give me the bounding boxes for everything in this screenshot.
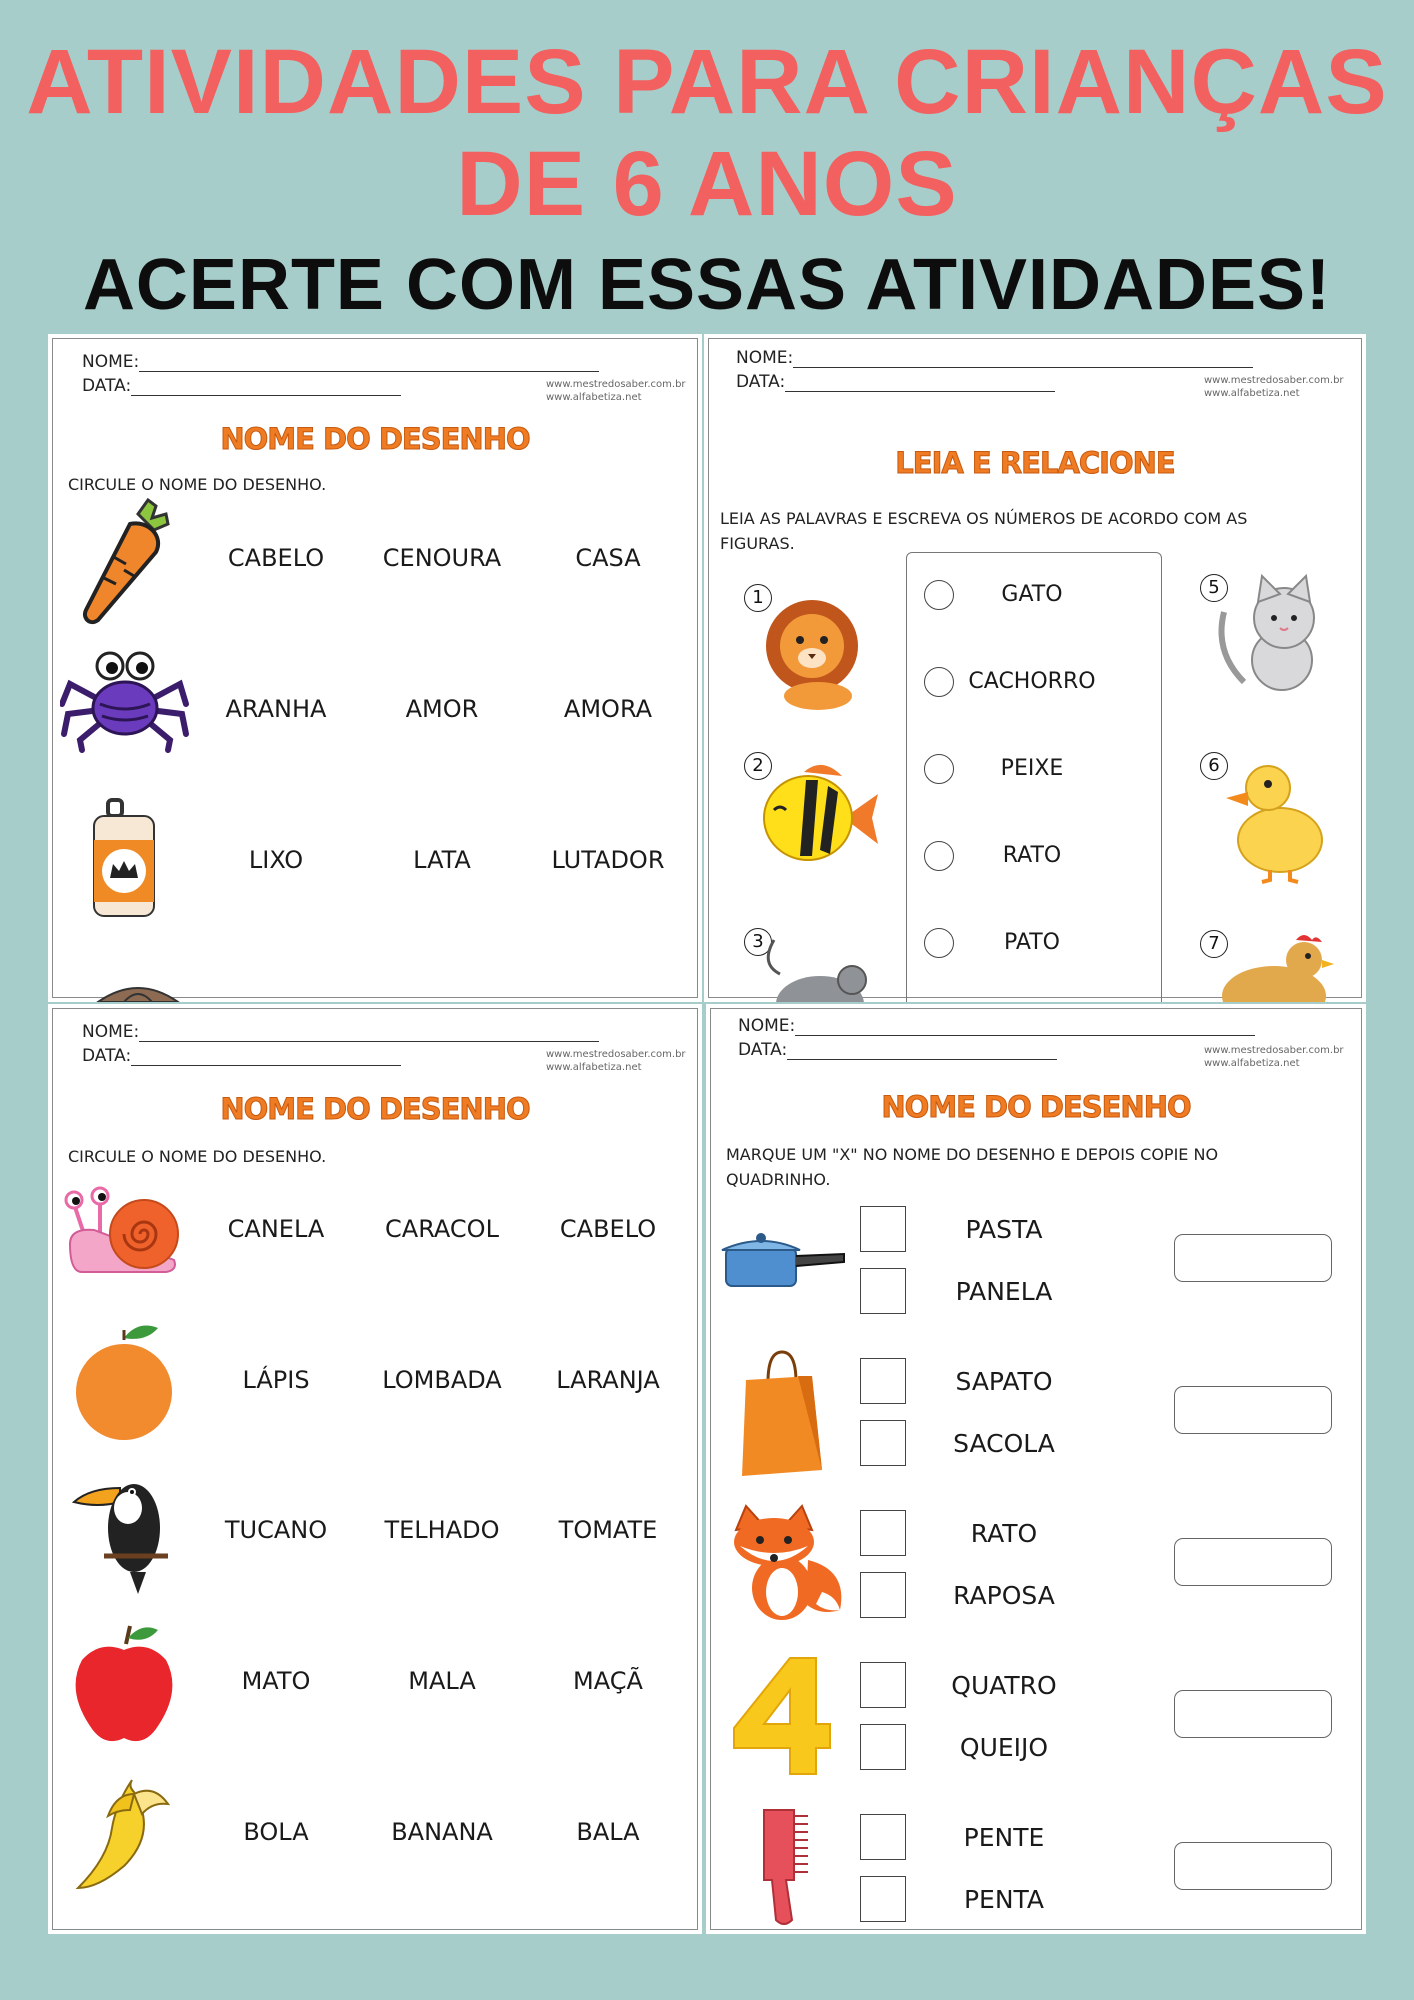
number-answer-circle[interactable] xyxy=(924,754,954,784)
option-label: QUATRO xyxy=(951,1671,1057,1700)
word-option[interactable]: TOMATE xyxy=(558,1516,658,1544)
spider-picture xyxy=(60,644,190,754)
word-option[interactable]: CARACOL xyxy=(385,1215,499,1243)
word-option[interactable]: LIXO xyxy=(248,846,304,874)
worksheet-instruction: CIRCULE O NOME DO DESENHO. xyxy=(68,1147,327,1166)
fox-picture xyxy=(718,1500,848,1624)
number-label: 6 xyxy=(1200,752,1228,780)
comb-picture xyxy=(756,1804,816,1928)
site-credits: www.mestredosaber.com.br www.alfabetiza.net xyxy=(546,1049,686,1073)
banana-picture xyxy=(70,1772,180,1896)
worksheet-nome-do-desenho-2 xyxy=(48,1004,702,1934)
nome-field: NOME: xyxy=(736,348,1253,368)
number-answer-circle[interactable] xyxy=(924,580,954,610)
word-option[interactable]: LARANJA xyxy=(556,1366,660,1394)
copy-box[interactable] xyxy=(1174,1538,1332,1586)
number-label: 3 xyxy=(744,928,772,956)
word-option[interactable]: MALA xyxy=(408,1667,476,1695)
data-field: DATA: xyxy=(82,376,401,396)
word-item: PATO xyxy=(1004,930,1060,955)
word-option[interactable]: TUCANO xyxy=(224,1516,328,1544)
word-option[interactable]: LÁPIS xyxy=(242,1366,310,1394)
nome-field: NOME: xyxy=(82,352,599,372)
hen-picture xyxy=(1204,930,1344,1002)
number-label: 2 xyxy=(744,752,772,780)
worksheet-instruction: CIRCULE O NOME DO DESENHO. xyxy=(68,475,327,494)
nome-field: NOME: xyxy=(738,1016,1255,1036)
word-item: CACHORRO xyxy=(968,669,1096,694)
number-label: 1 xyxy=(744,584,772,612)
word-option[interactable]: CABELO xyxy=(559,1215,657,1243)
site-credits: www.mestredosaber.com.br www.alfabetiza.net xyxy=(546,379,686,403)
mouse-picture xyxy=(740,934,880,1002)
apple-picture xyxy=(70,1620,180,1744)
answer-checkbox[interactable] xyxy=(860,1814,906,1860)
site-credits: www.mestredosaber.com.br www.alfabetiza.net xyxy=(1204,1045,1344,1069)
copy-box[interactable] xyxy=(1174,1234,1332,1282)
word-option[interactable]: BOLA xyxy=(243,1818,309,1846)
word-option[interactable]: ARANHA xyxy=(225,695,327,723)
option-label: QUEIJO xyxy=(959,1733,1049,1762)
word-option[interactable]: BANANA xyxy=(391,1818,493,1846)
answer-checkbox[interactable] xyxy=(860,1358,906,1404)
option-label: RAPOSA xyxy=(953,1581,1055,1610)
carrot-picture xyxy=(68,496,178,626)
option-label: SAPATO xyxy=(955,1367,1053,1396)
answer-checkbox[interactable] xyxy=(860,1510,906,1556)
worksheet-title: NOME DO DESENHO xyxy=(881,1090,1191,1124)
page-title-line1: ATIVIDADES PARA CRIANÇAS xyxy=(26,31,1388,133)
option-label: PENTA xyxy=(963,1885,1044,1914)
copy-box[interactable] xyxy=(1174,1842,1332,1890)
data-field: DATA: xyxy=(82,1046,401,1066)
site-credits: www.mestredosaber.com.br www.alfabetiza.net xyxy=(1204,375,1344,399)
worksheet-nome-do-desenho-1 xyxy=(48,334,702,1002)
option-label: PASTA xyxy=(965,1215,1043,1244)
answer-checkbox[interactable] xyxy=(860,1876,906,1922)
word-option[interactable]: LATA xyxy=(413,846,471,874)
worksheet-instruction: MARQUE UM "X" NO NOME DO DESENHO E DEPOIS COPIE NO QUADRINHO. xyxy=(726,1145,1219,1189)
worksheet-title: NOME DO DESENHO xyxy=(220,422,530,456)
worksheet-title: LEIA E RELACIONE xyxy=(895,446,1175,480)
word-option[interactable]: CANELA xyxy=(227,1215,325,1243)
cat-picture xyxy=(1200,572,1340,702)
number-answer-circle[interactable] xyxy=(924,667,954,697)
word-option[interactable]: LOMBADA xyxy=(382,1366,502,1394)
number-answer-circle[interactable] xyxy=(924,841,954,871)
word-item: RATO xyxy=(1002,843,1062,868)
duck-picture xyxy=(1210,750,1340,884)
option-label: PANELA xyxy=(955,1277,1053,1306)
answer-checkbox[interactable] xyxy=(860,1206,906,1252)
word-item: GATO xyxy=(1001,582,1063,607)
toucan-picture xyxy=(70,1468,180,1598)
number-answer-circle[interactable] xyxy=(924,928,954,958)
worksheet-title: NOME DO DESENHO xyxy=(220,1092,530,1126)
can-picture xyxy=(86,798,166,920)
lion-picture xyxy=(740,584,880,714)
word-option[interactable]: CABELO xyxy=(227,544,325,572)
word-option[interactable]: CENOURA xyxy=(382,544,502,572)
word-item: PEIXE xyxy=(1000,756,1064,781)
answer-checkbox[interactable] xyxy=(860,1662,906,1708)
option-label: RATO xyxy=(970,1519,1038,1548)
fish-picture xyxy=(744,752,884,882)
worksheet-instruction: LEIA AS PALAVRAS E ESCREVA OS NÚMEROS DE ACORDO COM AS FIGURAS. xyxy=(720,509,1248,553)
option-label: PENTE xyxy=(963,1823,1045,1852)
snail-picture xyxy=(60,1184,190,1284)
pan-picture xyxy=(718,1226,848,1296)
word-option[interactable]: LUTADOR xyxy=(551,846,665,874)
worksheet-marque-e-copie xyxy=(706,1004,1366,1934)
data-field: DATA: xyxy=(738,1040,1057,1060)
bag-picture xyxy=(738,1348,828,1478)
number-label: 5 xyxy=(1200,574,1228,602)
orange-picture xyxy=(70,1318,180,1442)
word-option[interactable]: AMORA xyxy=(563,695,653,723)
word-option[interactable]: AMOR xyxy=(405,695,479,723)
word-option[interactable]: MATO xyxy=(241,1667,311,1695)
copy-box[interactable] xyxy=(1174,1690,1332,1738)
copy-box[interactable] xyxy=(1174,1386,1332,1434)
number-four-picture xyxy=(728,1652,838,1776)
answer-checkbox[interactable] xyxy=(860,1572,906,1618)
word-option[interactable]: MAÇÃ xyxy=(573,1667,643,1695)
number-label: 7 xyxy=(1200,930,1228,958)
word-option[interactable]: TELHADO xyxy=(384,1516,500,1544)
word-option[interactable]: CASA xyxy=(575,544,641,572)
worksheet-leia-e-relacione xyxy=(704,334,1366,1002)
nome-field: NOME: xyxy=(82,1022,599,1042)
page-subtitle: ACERTE COM ESSAS ATIVIDADES! xyxy=(82,245,1332,325)
data-field: DATA: xyxy=(736,372,1055,392)
answer-checkbox[interactable] xyxy=(860,1420,906,1466)
answer-checkbox[interactable] xyxy=(860,1724,906,1770)
armadillo-picture xyxy=(94,980,184,1002)
option-label: SACOLA xyxy=(953,1429,1055,1458)
word-option[interactable]: BALA xyxy=(576,1818,640,1846)
page-title-line2: DE 6 ANOS xyxy=(456,133,958,235)
answer-checkbox[interactable] xyxy=(860,1268,906,1314)
